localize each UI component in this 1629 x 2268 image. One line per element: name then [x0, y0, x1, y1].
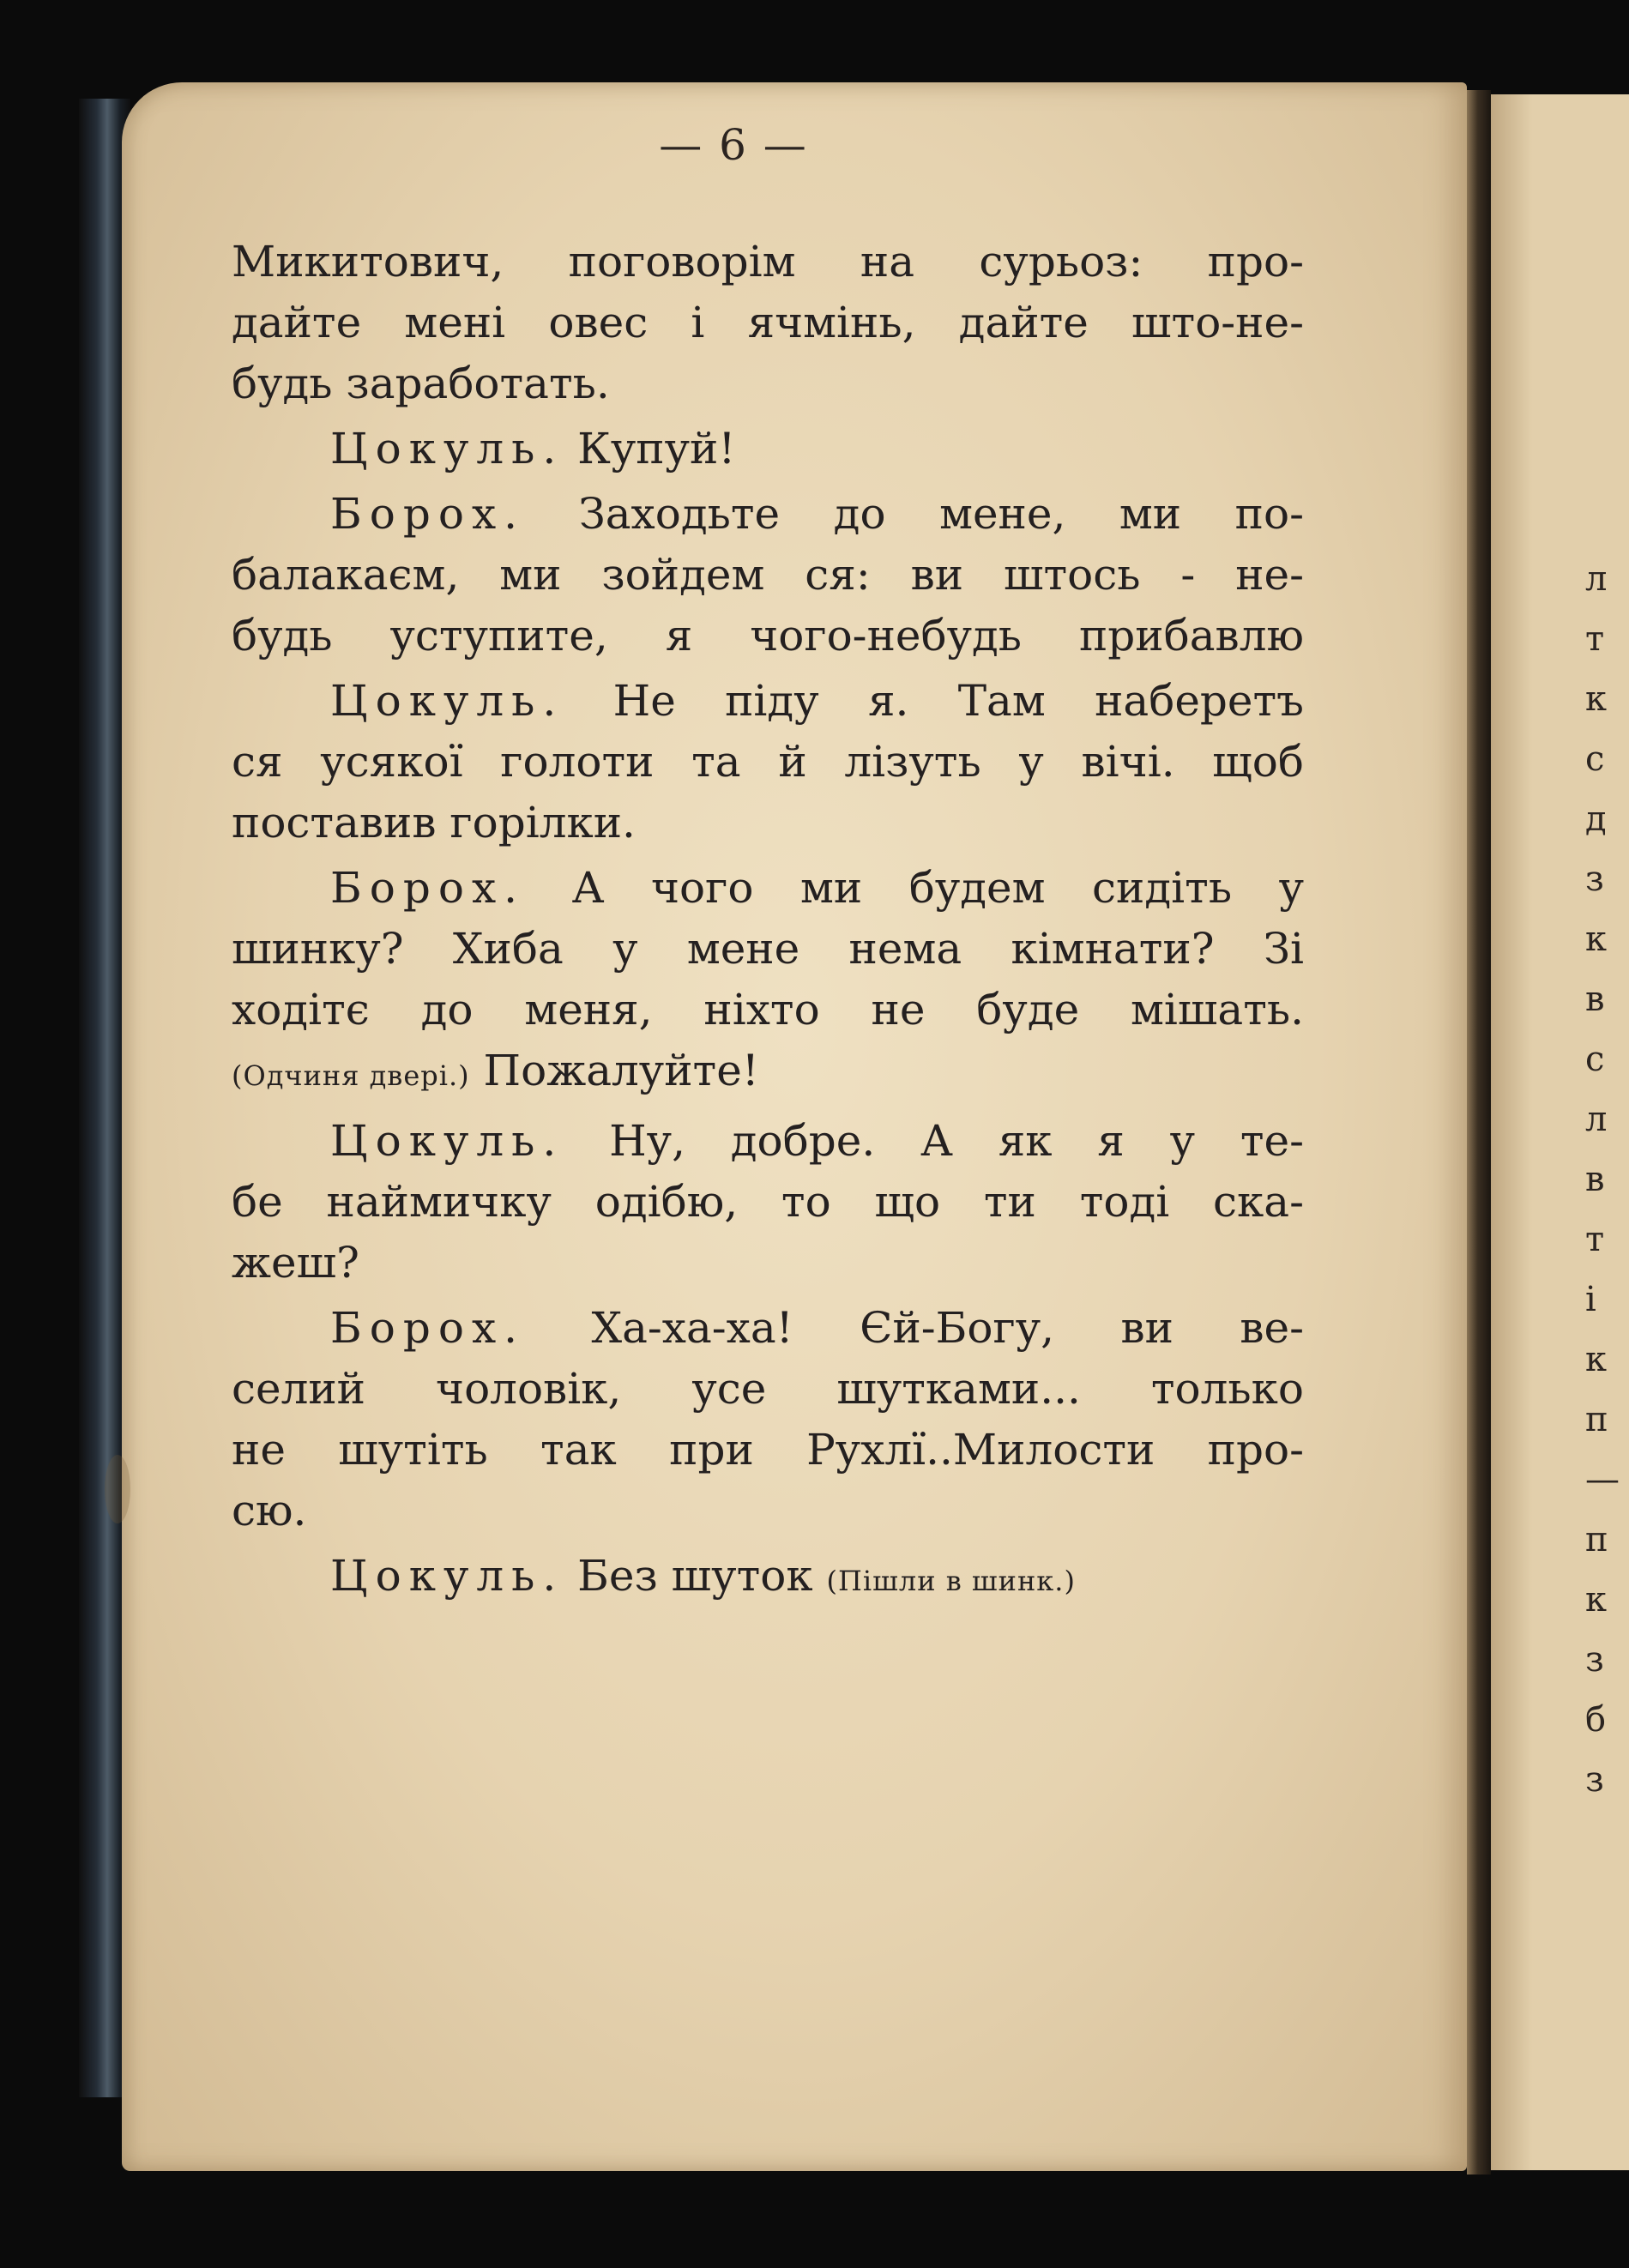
paragraph-4 [232, 671, 1304, 854]
speaker-name: Цокуль. [330, 1551, 564, 1601]
edge-letter: л [1585, 1100, 1608, 1139]
speaker-name: Цокуль. [330, 1116, 564, 1166]
text-line: балакаєм, ми зойдем ся: ви штось - не- [232, 550, 1304, 600]
edge-letter: в [1585, 1160, 1605, 1199]
edge-letter: з [1585, 1640, 1604, 1680]
book-gutter [1467, 90, 1491, 2175]
text-line: не шутіть так при Рухлї..Милости про- [232, 1425, 1304, 1475]
right-page-letters [1585, 549, 1620, 1810]
text-line: Пожалуйте! [483, 1046, 759, 1095]
stage-direction: (Одчиня двері.) [232, 1059, 470, 1092]
speaker-name: Борох. [330, 489, 526, 539]
edge-letter: п [1585, 1520, 1608, 1559]
text-line: шинку? Хиба у мене нема кімнати? Зі [232, 924, 1304, 974]
paragraph-5 [232, 858, 1304, 1107]
text-line: сю. [232, 1486, 307, 1535]
edge-letter: б [1585, 1700, 1607, 1740]
text-line: ся усякої голоти та й лізуть у вічі. щоб [232, 737, 1304, 787]
text-line: селий чоловік, усе шутками... только [232, 1364, 1304, 1414]
paragraph-8 [232, 1546, 1304, 1612]
edge-letter: з [1585, 860, 1604, 899]
speaker-name: Борох. [330, 1303, 526, 1353]
paragraph-2 [232, 419, 1304, 480]
stage-direction: (Пішли в шинк.) [826, 1565, 1076, 1597]
speaker-name: Борох. [330, 863, 526, 913]
text-line: будь уступите, я чого-небудь прибавлю [232, 611, 1304, 660]
speaker-name: Цокуль. [330, 424, 564, 474]
edge-letter: — [1585, 1460, 1620, 1499]
text-line: Купуй! [577, 424, 736, 474]
text-line: поставив горілки. [232, 798, 636, 847]
text-line: Микитович, поговорім на сурьоз: про- [232, 237, 1304, 287]
text-line: Ну, добре. А як я у те- [609, 1116, 1304, 1166]
text-line: Ха-ха-ха! Єй-Богу, ви ве- [591, 1303, 1304, 1353]
text-line: будь заработать. [232, 359, 610, 408]
page-number: — 6 — [659, 120, 808, 170]
page-stain [105, 1455, 130, 1523]
edge-letter: л [1585, 559, 1608, 599]
edge-letter: т [1585, 1220, 1605, 1259]
edge-letter: с [1585, 739, 1605, 779]
edge-letter: д [1585, 799, 1607, 839]
text-line: ходітє до меня, ніхто не буде мішать. [232, 985, 1304, 1034]
edge-letter: в [1585, 980, 1605, 1019]
text-line: дайте мені овес і ячмінь, дайте што-не- [232, 298, 1304, 347]
edge-letter: к [1585, 1340, 1607, 1379]
text-line: Не піду я. Там наберетъ [612, 676, 1304, 726]
edge-letter: с [1585, 1040, 1605, 1079]
edge-letter: к [1585, 679, 1607, 719]
play-text [232, 232, 1304, 1612]
text-line: бе наймичку одібю, то що ти тоді ска- [232, 1177, 1304, 1227]
edge-letter: т [1585, 619, 1605, 659]
edge-letter: і [1585, 1280, 1596, 1319]
text-line: Заходьте до мене, ми по- [578, 489, 1304, 539]
paragraph-3 [232, 484, 1304, 667]
edge-letter: к [1585, 920, 1607, 959]
edge-letter: п [1585, 1400, 1608, 1439]
text-line: А чого ми будем сидіть у [571, 863, 1304, 913]
text-line: Без шуток [577, 1551, 813, 1601]
edge-letter: к [1585, 1580, 1607, 1620]
text-line: жеш? [232, 1238, 359, 1288]
paragraph-1 [232, 232, 1304, 414]
paragraph-6 [232, 1111, 1304, 1294]
speaker-name: Цокуль. [330, 676, 564, 726]
edge-letter: з [1585, 1760, 1604, 1800]
paragraph-7 [232, 1298, 1304, 1541]
